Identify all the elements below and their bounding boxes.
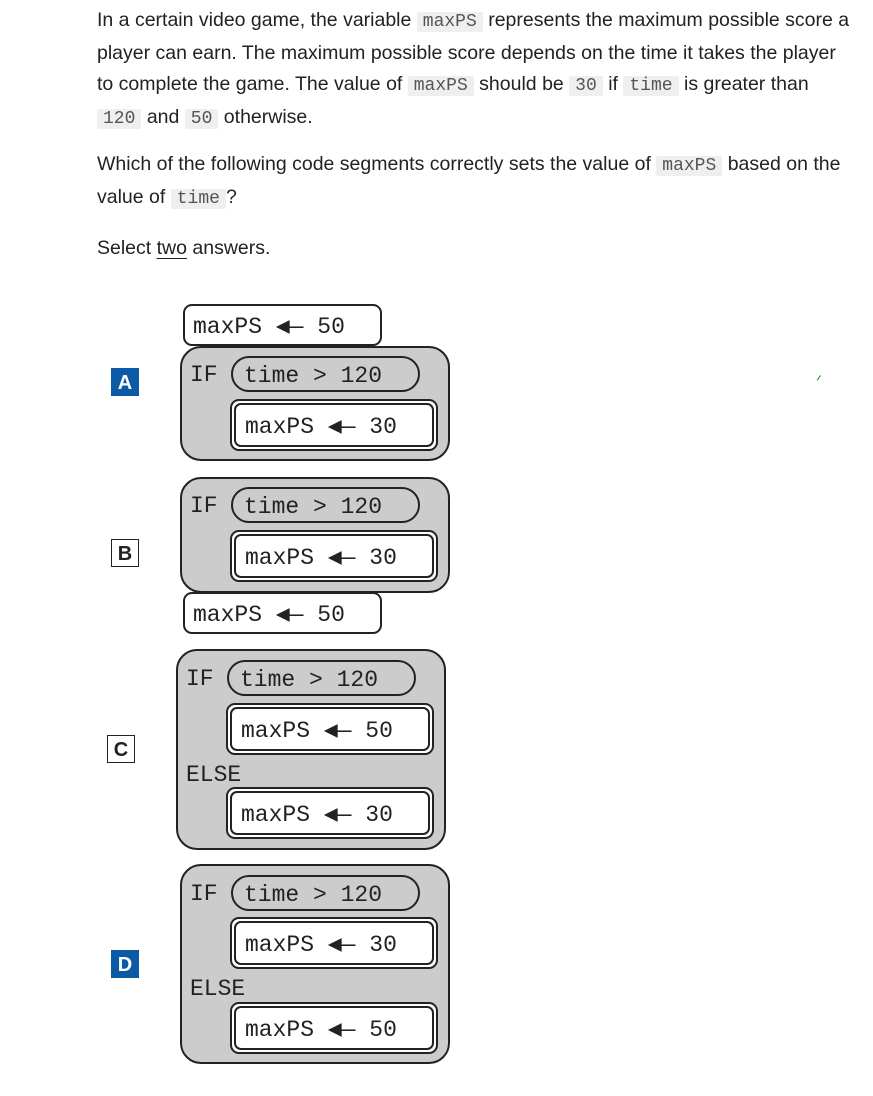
text: otherwise. — [218, 106, 313, 128]
condition-text: time > 120 — [244, 363, 383, 389]
if-keyword: IF — [186, 666, 214, 692]
emphasis-two: two — [156, 237, 187, 259]
else-keyword: ELSE — [190, 976, 246, 1002]
body-text: maxPS ◀— 30 — [245, 414, 397, 440]
option-b-button[interactable]: B — [111, 539, 139, 567]
code-token: maxPS — [656, 156, 722, 176]
text: is greater than — [678, 73, 809, 95]
text: and — [141, 106, 185, 128]
code-token: time — [623, 76, 678, 96]
option-d-button[interactable]: D — [111, 950, 139, 978]
else-body-text: maxPS ◀— 30 — [241, 802, 393, 828]
text: Select — [97, 237, 157, 259]
code-token: time — [171, 189, 226, 209]
assign-text: maxPS ◀— 50 — [193, 314, 345, 340]
assign-text: maxPS ◀— 50 — [193, 602, 345, 628]
text: should be — [473, 73, 570, 95]
option-a-code[interactable] — [181, 305, 449, 460]
condition-text: time > 120 — [240, 667, 379, 693]
text: Which of the following code segments correctly sets the value of — [97, 153, 657, 175]
else-body-text: maxPS ◀— 50 — [245, 1017, 397, 1043]
if-keyword: IF — [190, 362, 218, 388]
condition-text: time > 120 — [244, 494, 383, 520]
text: if — [602, 73, 624, 95]
code-token: 50 — [185, 109, 219, 129]
body-text: maxPS ◀— 30 — [245, 545, 397, 571]
text: In a certain video game, the variable — [97, 9, 417, 31]
code-token: 30 — [569, 76, 603, 96]
if-keyword: IF — [190, 881, 218, 907]
text: answers. — [186, 237, 271, 259]
option-c-button[interactable]: C — [107, 735, 135, 763]
else-keyword: ELSE — [186, 762, 242, 788]
if-keyword: IF — [190, 493, 218, 519]
option-b-code[interactable] — [181, 478, 449, 633]
option-c-code[interactable] — [177, 650, 445, 849]
option-d-code[interactable] — [181, 865, 449, 1063]
code-token: maxPS — [408, 76, 474, 96]
code-token: maxPS — [417, 12, 483, 32]
condition-text: time > 120 — [244, 882, 383, 908]
code-token: 120 — [97, 109, 141, 129]
text: represents the maximum possible score a player can earn. The maximum possible score depends on the time it takes the player to complete the game. The value of — [97, 9, 850, 95]
option-a-button[interactable]: A — [111, 368, 139, 396]
text: ? — [225, 186, 237, 208]
body-text: maxPS ◀— 30 — [245, 932, 397, 958]
body-text: maxPS ◀— 50 — [241, 718, 393, 744]
text: based on the value of — [97, 153, 841, 208]
